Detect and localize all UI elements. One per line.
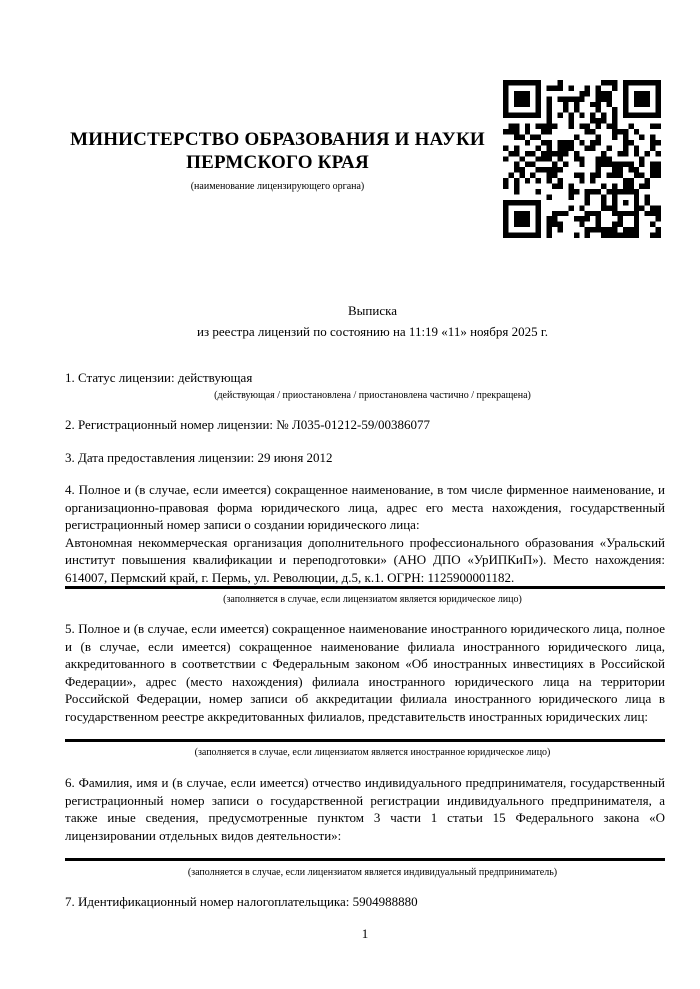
licensing-authority-caption: (наименование лицензирующего органа): [190, 181, 365, 192]
item-foreign-entity: [65, 620, 665, 725]
item-individual-entrepreneur-question: 6. Фамилия, имя и (в случае, если имеется) отчество индивидуального предпринимателя, государственный регистрационный номер записи о государственной регистрации индивидуального предпринимателя, а также иные сведения, предусмотренные пунктом 3 части 1 статьи 15 Федерального закона «О лицензировании отдельных видов деятельности»:: [65, 775, 665, 843]
item-individual-entrepreneur: [65, 774, 665, 844]
item-foreign-entity-caption: (заполняется в случае, если лицензиатом является иностранное юридическое лицо): [194, 747, 551, 758]
item-legal-entity-value: Автономная некоммерческая организация дополнительного профессионального образования «Уральский институт повышения квалификации и переподготовки» (АНО ДПО «УрИПКиП»). Место нахождения: 614007, Пермский край, г. Пермь, ул. Революции, д.5, к.1. ОГРН: 1125900001182.: [65, 534, 665, 585]
document-title-date-line: из реестра лицензий по состоянию на 11:19 «11» ноября 2025 г.: [197, 324, 548, 339]
item-legal-entity-caption: (заполняется в случае, если лицензиатом является юридическое лицо): [223, 594, 522, 605]
ministry-name-line-2: ПЕРМСКОГО КРАЯ: [186, 152, 369, 173]
ministry-name-line-1: МИНИСТЕРСТВО ОБРАЗОВАНИЯ И НАУКИ: [70, 129, 485, 150]
item-grant-date: 3. Дата предоставления лицензии: 29 июня 2012: [65, 450, 333, 465]
legal-entity-fill-line: [65, 586, 665, 589]
qr-code-svg: [503, 80, 661, 238]
item-license-status-caption: (действующая / приостановлена / приостановлена частично / прекращена): [214, 390, 531, 401]
qr-code-icon: [503, 80, 661, 238]
page-number: 1: [361, 926, 369, 941]
document-title: Выписка: [348, 303, 397, 318]
item-individual-entrepreneur-caption: (заполняется в случае, если лицензиатом является индивидуальный предприниматель): [187, 867, 558, 878]
foreign-entity-fill-line: [65, 739, 665, 742]
individual-entrepreneur-fill-line: [65, 858, 665, 861]
item-legal-entity-question: 4. Полное и (в случае, если имеется) сокращенное наименование, в том числе фирменное наименование, и организационно-правовая форма юридического лица, адрес его места нахождения, государственный регистрационный номер записи о создании юридического лица:: [65, 482, 665, 532]
item-foreign-entity-question: 5. Полное и (в случае, если имеется) сокращенное наименование иностранного юридического лица, полное и (в случае, если имеется) сокращенное наименование филиала иностранного юридического лица, аккредитованного в соответствии с Федеральным законом «Об иностранных инвестициях в Российской Федерации», адрес (место нахождения) филиала иностранного юридического лица на территории Российской Федерации, номер записи об аккредитации филиала иностранного юридического лица в государственном реестре аккредитованных филиалов, представительств иностранных юридических лиц:: [65, 621, 665, 724]
item-legal-entity: [65, 481, 665, 586]
item-registration-number: 2. Регистрационный номер лицензии: № Л035-01212-59/00386077: [65, 417, 431, 432]
item-taxpayer-number: 7. Идентификационный номер налогоплательщика: 5904988880: [65, 894, 418, 909]
document-header: [65, 128, 490, 193]
document-title-block: [65, 300, 665, 342]
item-license-status: 1. Статус лицензии: действующая: [65, 370, 253, 385]
